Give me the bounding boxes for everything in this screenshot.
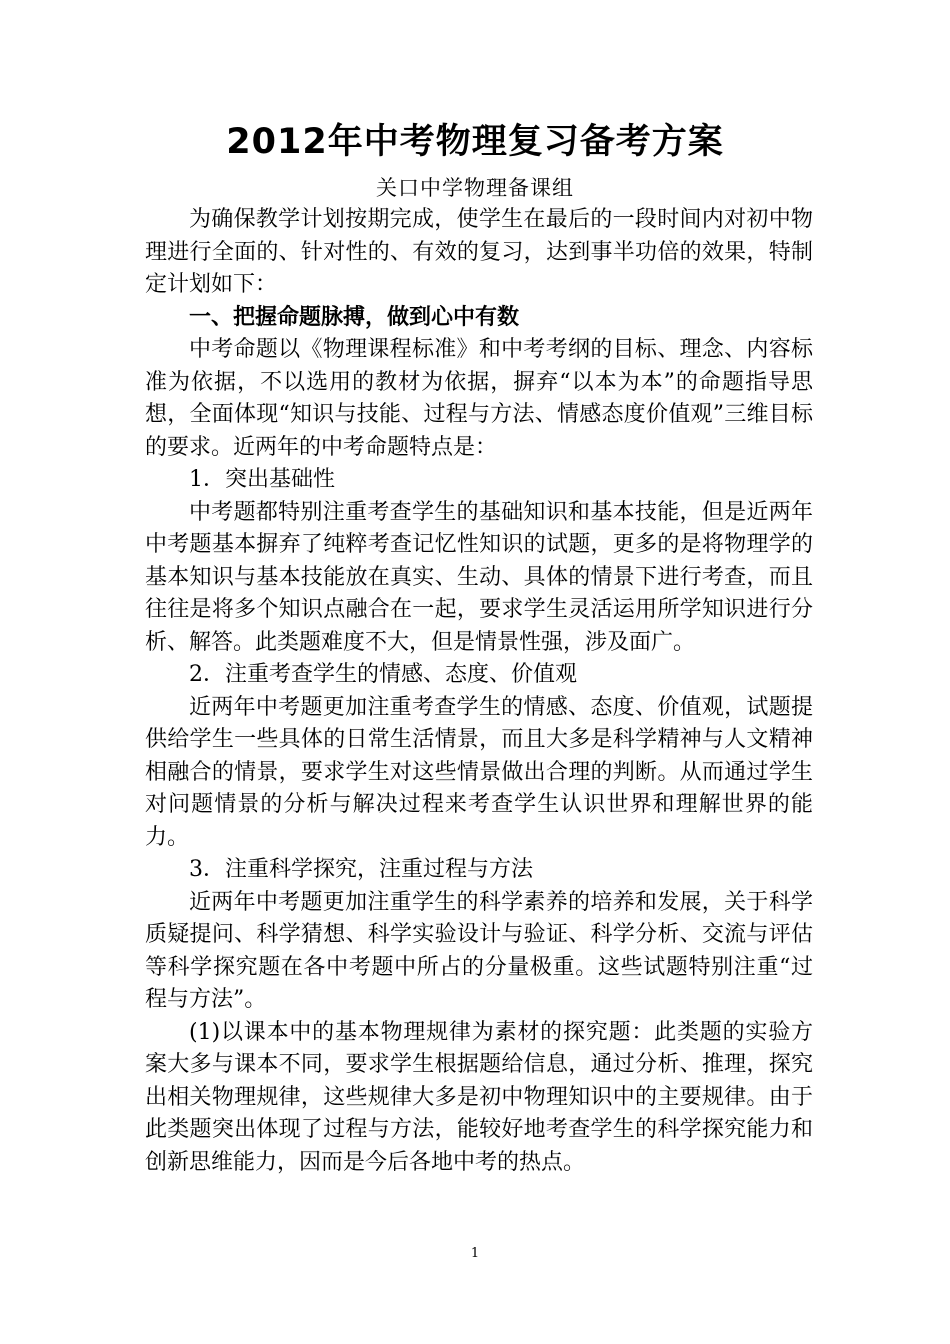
intro-paragraph: 为确保教学计划按期完成，使学生在最后的一段时间内对初中物理进行全面的、针对性的、有效的复习，达到事半功倍的效果，特制定计划如下： [145,207,813,297]
page-number: 1 [470,1246,480,1261]
subheading: 2．注重考查学生的情感、态度、价值观 [189,662,577,687]
body-paragraph: 近两年中考题更加注重考查学生的情感、态度、价值观，试题提供给学生一些具体的日常生活情景，而且大多是科学精神与人文精神相融合的情景，要求学生对这些情景做出合理的判断。从而通过学生对问题情景的分析与解决过程来考查学生认识世界和理解世界的能力。 [145,694,813,850]
body-paragraph: (1)以课本中的基本物理规律为素材的探究题：此类题的实验方案大多与课本不同，要求学生根据题给信息，通过分析、推理，探究出相关物理规律，这些规律大多是初中物理知识中的主要规律。由于此类题突出体现了过程与方法，能较好地考查学生的科学探究能力和创新思维能力，因而是今后各地中考的热点。 [145,1019,813,1175]
section-heading: 一、把握命题脉搏，做到心中有数 [189,304,520,330]
document-title: 2012年中考物理复习备考方案 [226,122,724,162]
subheading: 1．突出基础性 [189,467,335,492]
body-paragraph: 近两年中考题更加注重学生的科学素养的培养和发展，关于科学质疑提问、科学猜想、科学实验设计与验证、科学分析、交流与评估等科学探究题在各中考题中所占的分量极重。这些试题特别注重“过程与方法”。 [145,889,813,1012]
document-author: 关口中学物理备课组 [376,176,574,200]
body-paragraph: 中考命题以《物理课程标准》和中考考纲的目标、理念、内容标准为依据，不以选用的教材为依据，摒弃“以本为本”的命题指导思想，全面体现“知识与技能、过程与方法、情感态度价值观”三维目标的要求。近两年的中考命题特点是： [145,337,813,460]
document-body [145,204,813,1179]
subheading: 3．注重科学探究，注重过程与方法 [189,857,533,882]
body-paragraph: 中考题都特别注重考查学生的基础知识和基本技能，但是近两年中考题基本摒弃了纯粹考查记忆性知识的试题，更多的是将物理学的基本知识与基本技能放在真实、生动、具体的情景下进行考查，而且往往是将多个知识点融合在一起，要求学生灵活运用所学知识进行分析、解答。此类题难度不大，但是情景性强，涉及面广。 [145,499,813,655]
